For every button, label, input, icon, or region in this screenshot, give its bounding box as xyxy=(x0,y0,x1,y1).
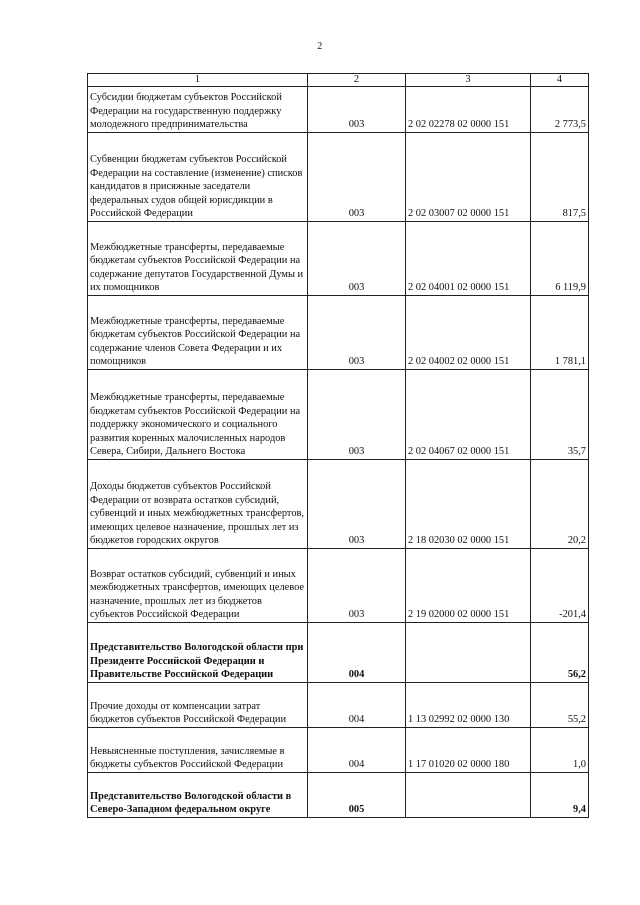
row-sum: 9,4 xyxy=(531,773,589,818)
table-row xyxy=(88,222,589,296)
table-row xyxy=(88,133,589,222)
header-col-1: 1 xyxy=(88,74,308,87)
row-budget-code: 2 02 02278 02 0000 151 xyxy=(406,87,531,133)
row-budget-code: 1 13 02992 02 0000 130 xyxy=(406,683,531,728)
row-name: Невыясненные поступления, зачисляемые в бюджеты субъектов Российской Федерации xyxy=(88,728,308,773)
row-name: Прочие доходы от компенсации затрат бюджетов субъектов Российской Федерации xyxy=(88,683,308,728)
row-sum: 56,2 xyxy=(531,623,589,683)
table-row xyxy=(88,370,589,460)
row-name: Межбюджетные трансферты, передаваемые бюджетам субъектов Российской Федерации на содержание членов Совета Федерации и их помощников xyxy=(88,296,308,370)
row-budget-code: 2 19 02000 02 0000 151 xyxy=(406,549,531,623)
row-sum: 1,0 xyxy=(531,728,589,773)
row-sum: 6 119,9 xyxy=(531,222,589,296)
row-admin-code: 003 xyxy=(308,296,406,370)
row-sum: 817,5 xyxy=(531,133,589,222)
row-budget-code: 2 02 04002 02 0000 151 xyxy=(406,296,531,370)
row-budget-code: 2 18 02030 02 0000 151 xyxy=(406,460,531,549)
row-admin-code: 004 xyxy=(308,623,406,683)
row-name: Представительство Вологодской области в Северо-Западном федеральном округе xyxy=(88,773,308,818)
row-sum: 1 781,1 xyxy=(531,296,589,370)
row-admin-code: 004 xyxy=(308,683,406,728)
row-name: Доходы бюджетов субъектов Российской Федерации от возврата остатков субсидий, субвенций и иных межбюджетных трансфертов, имеющих целевое назначение, прошлых лет из бюджетов городских округов xyxy=(88,460,308,549)
row-admin-code: 003 xyxy=(308,222,406,296)
table-row xyxy=(88,549,589,623)
page-number: 2 xyxy=(317,41,323,52)
row-budget-code: 1 17 01020 02 0000 180 xyxy=(406,728,531,773)
table-row xyxy=(88,87,589,133)
table-row xyxy=(88,296,589,370)
row-name: Возврат остатков субсидий, субвенций и иных межбюджетных трансфертов, имеющих целевое назначение, прошлых лет из бюджетов субъектов Российской Федерации xyxy=(88,549,308,623)
row-budget-code: 2 02 04067 02 0000 151 xyxy=(406,370,531,460)
row-sum: 55,2 xyxy=(531,683,589,728)
row-admin-code: 003 xyxy=(308,133,406,222)
table-header-row xyxy=(88,74,589,87)
row-admin-code: 004 xyxy=(308,728,406,773)
row-name: Межбюджетные трансферты, передаваемые бюджетам субъектов Российской Федерации на содержание депутатов Государственной Думы и их помощников xyxy=(88,222,308,296)
budget-revenue-table xyxy=(87,73,589,818)
row-budget-code xyxy=(406,773,531,818)
row-admin-code: 003 xyxy=(308,549,406,623)
row-admin-code: 003 xyxy=(308,87,406,133)
row-name: Субсидии бюджетам субъектов Российской Федерации на государственную поддержку молодежного предпринимательства xyxy=(88,87,308,133)
row-admin-code: 003 xyxy=(308,460,406,549)
row-name: Субвенции бюджетам субъектов Российской Федерации на составление (изменение) списков кандидатов в присяжные заседатели федеральных судов общей юрисдикции в Российской Федерации xyxy=(88,133,308,222)
row-name: Межбюджетные трансферты, передаваемые бюджетам субъектов Российской Федерации на поддержку экономического и социального развития коренных малочисленных народов Севера, Сибири, Дальнего Востока xyxy=(88,370,308,460)
table-row-section-004 xyxy=(88,623,589,683)
row-budget-code: 2 02 04001 02 0000 151 xyxy=(406,222,531,296)
row-sum: 35,7 xyxy=(531,370,589,460)
table-row xyxy=(88,460,589,549)
row-budget-code xyxy=(406,623,531,683)
row-budget-code: 2 02 03007 02 0000 151 xyxy=(406,133,531,222)
header-col-4: 4 xyxy=(531,74,589,87)
row-sum: 20,2 xyxy=(531,460,589,549)
table-row xyxy=(88,728,589,773)
header-col-3: 3 xyxy=(406,74,531,87)
row-sum: -201,4 xyxy=(531,549,589,623)
table-row xyxy=(88,683,589,728)
table-row-section-005 xyxy=(88,773,589,818)
row-sum: 2 773,5 xyxy=(531,87,589,133)
row-admin-code: 003 xyxy=(308,370,406,460)
row-name: Представительство Вологодской области при Президенте Российской Федерации и Правительстве Российской Федерации xyxy=(88,623,308,683)
row-admin-code: 005 xyxy=(308,773,406,818)
header-col-2: 2 xyxy=(308,74,406,87)
